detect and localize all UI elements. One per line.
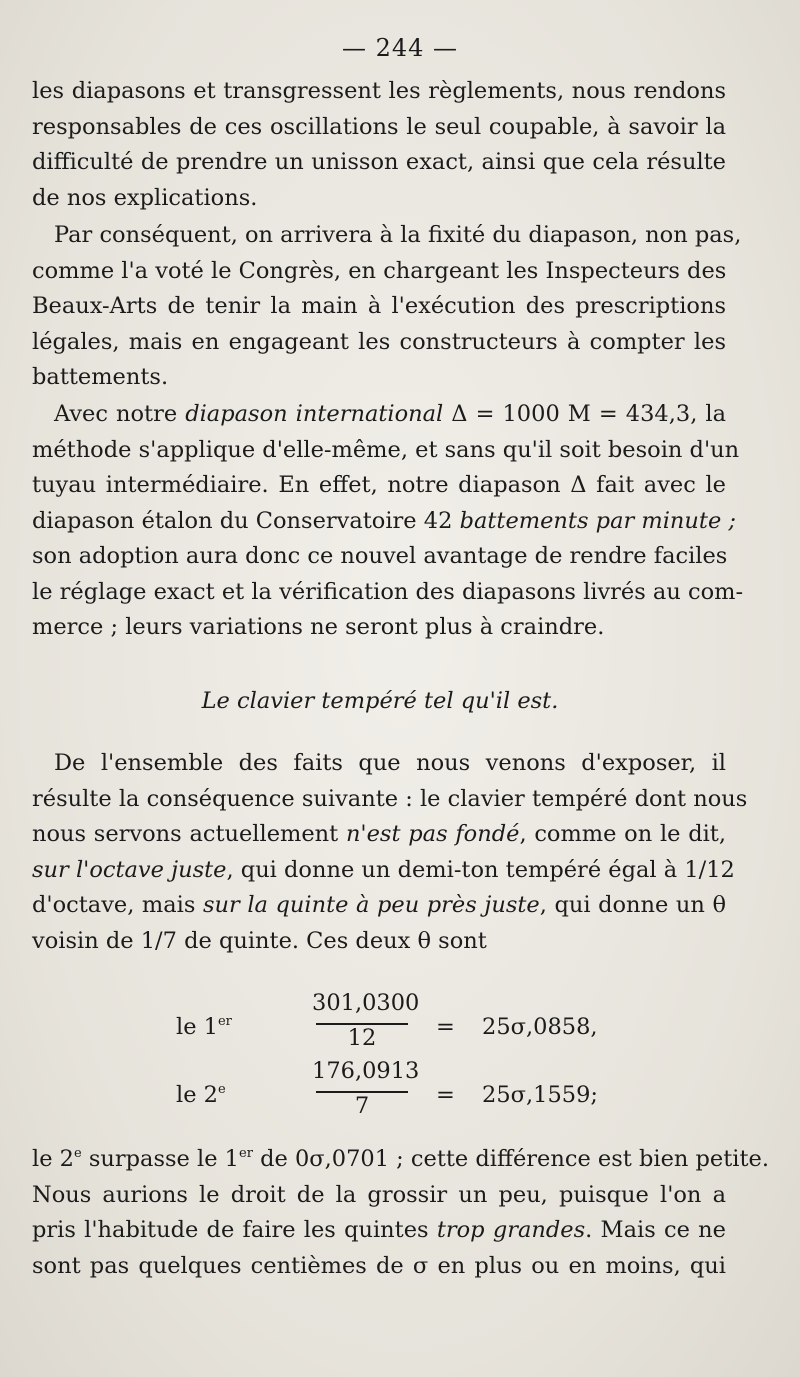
text-line: le réglage exact et la vérification des diapasons livrés au com- — [32, 578, 744, 605]
paragraph-3 — [32, 397, 744, 646]
text-run: , comme on le dit, — [519, 821, 726, 847]
text-run: diapason étalon du Conservatoire 42 — [32, 507, 460, 534]
italic-run: battements par minute ; — [459, 507, 736, 534]
superscript: e — [217, 1082, 226, 1097]
paragraph-2 — [32, 218, 742, 396]
text-line: Par conséquent, on arrivera à la fixité du diapason, non pas, — [54, 222, 742, 248]
text-run: de 0σ,0701 ; cette différence est bien petite. — [252, 1146, 769, 1172]
text-run: le 2 — [32, 1146, 74, 1172]
text-line: difficulté de prendre un unisson exact, ainsi que cela résulte — [32, 149, 726, 175]
text-line: Beaux-Arts de tenir la main à l'exécution des prescriptions — [32, 293, 726, 319]
paragraph-1 — [32, 74, 726, 216]
italic-run: trop grandes — [436, 1217, 586, 1243]
superscript: er — [217, 1014, 232, 1029]
italic-run: n'est pas fondé — [345, 821, 520, 847]
formula-second — [0, 1058, 800, 1148]
numerator: 301,0300 — [312, 990, 420, 1016]
text-line — [32, 853, 735, 889]
superscript: er — [239, 1146, 253, 1161]
italic-run: diapason international — [185, 401, 444, 427]
equals-sign: = — [436, 1014, 455, 1040]
text-line: responsables de ces oscillations le seul coupable, à savoir la — [32, 113, 726, 140]
text-line: comme l'a voté le Congrès, en chargeant les Inspecteurs des — [32, 257, 727, 284]
text-line: sont pas quelques centièmes de σ en plus ou en moins, qui — [32, 1252, 726, 1279]
italic-run: sur la quinte à peu près juste — [203, 892, 540, 918]
text-line: voisin de 1/7 de quinte. Ces deux θ sont — [32, 927, 487, 954]
paragraph-4 — [32, 746, 748, 959]
text-line — [32, 888, 726, 924]
denominator: 12 — [347, 1025, 377, 1051]
text-line: les diapasons et transgressent les règlements, nous rendons — [32, 78, 726, 104]
text-run: le 1 — [176, 1014, 218, 1040]
text-run: surpasse le 1 — [81, 1146, 239, 1172]
text-run: nous servons actuellement — [32, 821, 346, 847]
text-line — [32, 504, 736, 540]
denominator: 7 — [354, 1093, 370, 1119]
formula-label — [176, 1082, 226, 1108]
formula-result: 25σ,1559; — [482, 1082, 598, 1108]
page-number: — 244 — — [341, 34, 459, 62]
text-line — [32, 397, 726, 433]
text-run: Avec notre — [54, 401, 186, 427]
text-line: résulte la conséquence suivante : le clavier tempéré dont nous — [32, 785, 748, 812]
text-line: tuyau intermédiaire. En effet, notre diapason Δ fait avec le — [32, 472, 726, 498]
text-line: méthode s'applique d'elle-même, et sans qu'il soit besoin d'un — [32, 436, 740, 463]
text-run: le 2 — [176, 1082, 218, 1108]
text-line: Nous aurions le droit de la grossir un peu, puisque l'on a — [32, 1181, 726, 1208]
text-run: , qui donne un demi-ton tempéré égal à 1/12 — [226, 856, 735, 883]
text-line: légales, mais en engageant les constructeurs à compter les — [32, 328, 726, 355]
text-line: de nos explications. — [32, 184, 258, 211]
text-line — [32, 1142, 769, 1178]
paragraph-5 — [32, 1142, 769, 1284]
text-line: son adoption aura donc ce nouvel avantage de rendre faciles — [32, 543, 728, 569]
formula-result: 25σ,0858, — [482, 1014, 598, 1040]
text-line — [32, 817, 726, 853]
text-run: d'octave, mais — [32, 892, 203, 918]
superscript: e — [73, 1146, 82, 1161]
text-line: merce ; leurs variations ne seront plus à craindre. — [32, 614, 605, 640]
text-run: , qui donne un θ — [539, 892, 726, 918]
formula-label — [176, 1014, 232, 1040]
text-line: battements. — [32, 364, 169, 390]
text-line — [32, 1213, 726, 1249]
text-run: pris l'habitude de faire les quintes — [32, 1217, 437, 1243]
section-heading: Le clavier tempéré tel qu'il est. — [201, 688, 559, 714]
text-run: Δ = 1000 M = 434,3, la — [443, 401, 726, 427]
text-line: De l'ensemble des faits que nous venons d'exposer, il — [54, 750, 726, 776]
italic-run: sur l'octave juste — [32, 856, 227, 883]
numerator: 176,0913 — [312, 1058, 420, 1084]
equals-sign: = — [436, 1082, 455, 1108]
text-run: . Mais ce ne — [585, 1217, 726, 1243]
